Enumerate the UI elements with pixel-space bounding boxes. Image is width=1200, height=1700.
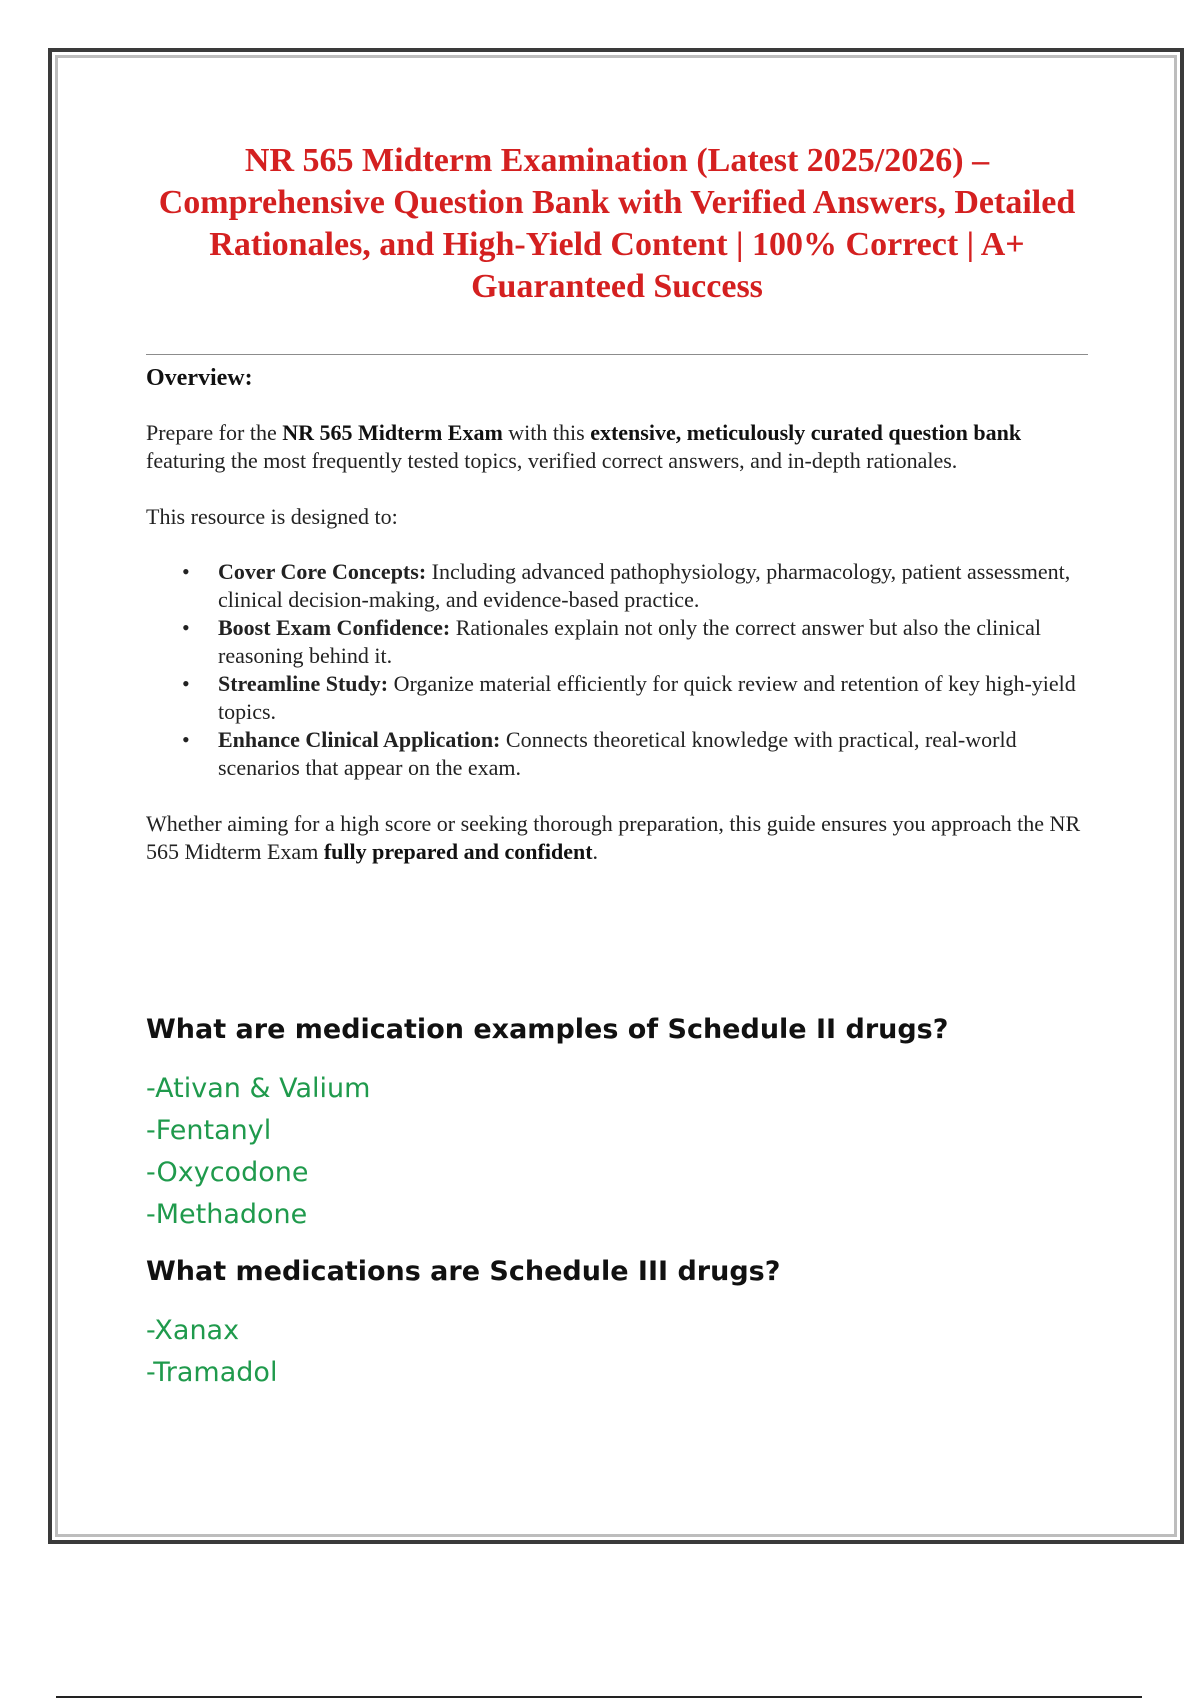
answer-item: -Oxycodone (146, 1157, 309, 1188)
benefit-list (146, 558, 1088, 782)
benefit-text: Including advanced pathophysiology, pharmacology, patient assessment, clinical decision-making, and evidence-based practice. (218, 559, 1071, 612)
answer-list (146, 1310, 1088, 1394)
closing-paragraph (146, 810, 1088, 866)
page-bottom-divider (56, 1696, 1142, 1698)
benefit-label: Cover Core Concepts: (218, 559, 427, 584)
intro-text-2: with this (502, 420, 591, 445)
closing-text-1: Whether aiming for a high score or seeking thorough preparation, this guide ensures you approach the NR 565 Midterm Exam (146, 811, 1081, 864)
bullet-icon: • (182, 671, 190, 696)
title-divider (146, 354, 1088, 355)
overview-heading: Overview: (146, 365, 253, 391)
intro-bold-question-bank: extensive, meticulously curated question bank (590, 420, 1022, 445)
closing-bold: fully prepared and confident (323, 839, 593, 864)
designed-to-text: This resource is designed to: (146, 504, 398, 529)
bullet-icon: • (182, 559, 190, 584)
answer-item: -Ativan & Valium (146, 1073, 371, 1104)
closing-text-2: . (592, 839, 599, 864)
answer-list (146, 1068, 1088, 1236)
benefit-label: Boost Exam Confidence: (218, 615, 451, 640)
overview-intro (146, 419, 1088, 475)
benefit-item (182, 614, 1088, 670)
document-content (146, 140, 1088, 1394)
intro-text-1: Prepare for the (146, 420, 283, 445)
answer-item: -Xanax (146, 1315, 240, 1346)
benefit-item (182, 558, 1088, 614)
question-heading: What are medication examples of Schedule II drugs? (146, 1014, 949, 1045)
question-section (146, 1012, 1088, 1394)
benefit-text: Connects theoretical knowledge with practical, real-world scenarios that appear on the exam. (218, 727, 1017, 780)
answer-item: -Methadone (146, 1199, 308, 1230)
benefit-item (182, 726, 1088, 782)
answer-item: -Tramadol (146, 1357, 278, 1388)
answer-item: -Fentanyl (146, 1115, 272, 1146)
intro-text-3: featuring the most frequently tested topics, verified correct answers, and in-depth rationales. (146, 448, 958, 473)
benefit-label: Enhance Clinical Application: (218, 727, 501, 752)
benefit-label: Streamline Study: (218, 671, 389, 696)
intro-bold-exam: NR 565 Midterm Exam (282, 420, 503, 445)
benefit-item (182, 670, 1088, 726)
benefit-text: Organize material efficiently for quick review and retention of key high-yield topics. (218, 671, 1076, 724)
bullet-icon: • (182, 615, 190, 640)
question-heading: What medications are Schedule III drugs? (146, 1256, 781, 1287)
benefit-text: Rationales explain not only the correct answer but also the clinical reasoning behind it. (218, 615, 1041, 668)
bullet-icon: • (182, 727, 190, 752)
document-title: NR 565 Midterm Examination (Latest 2025/2026) – Comprehensive Question Bank with Verified Answers, Detailed Rationales, and High-Yield Content | 100% Correct | A+ Guaranteed Success (158, 142, 1076, 305)
